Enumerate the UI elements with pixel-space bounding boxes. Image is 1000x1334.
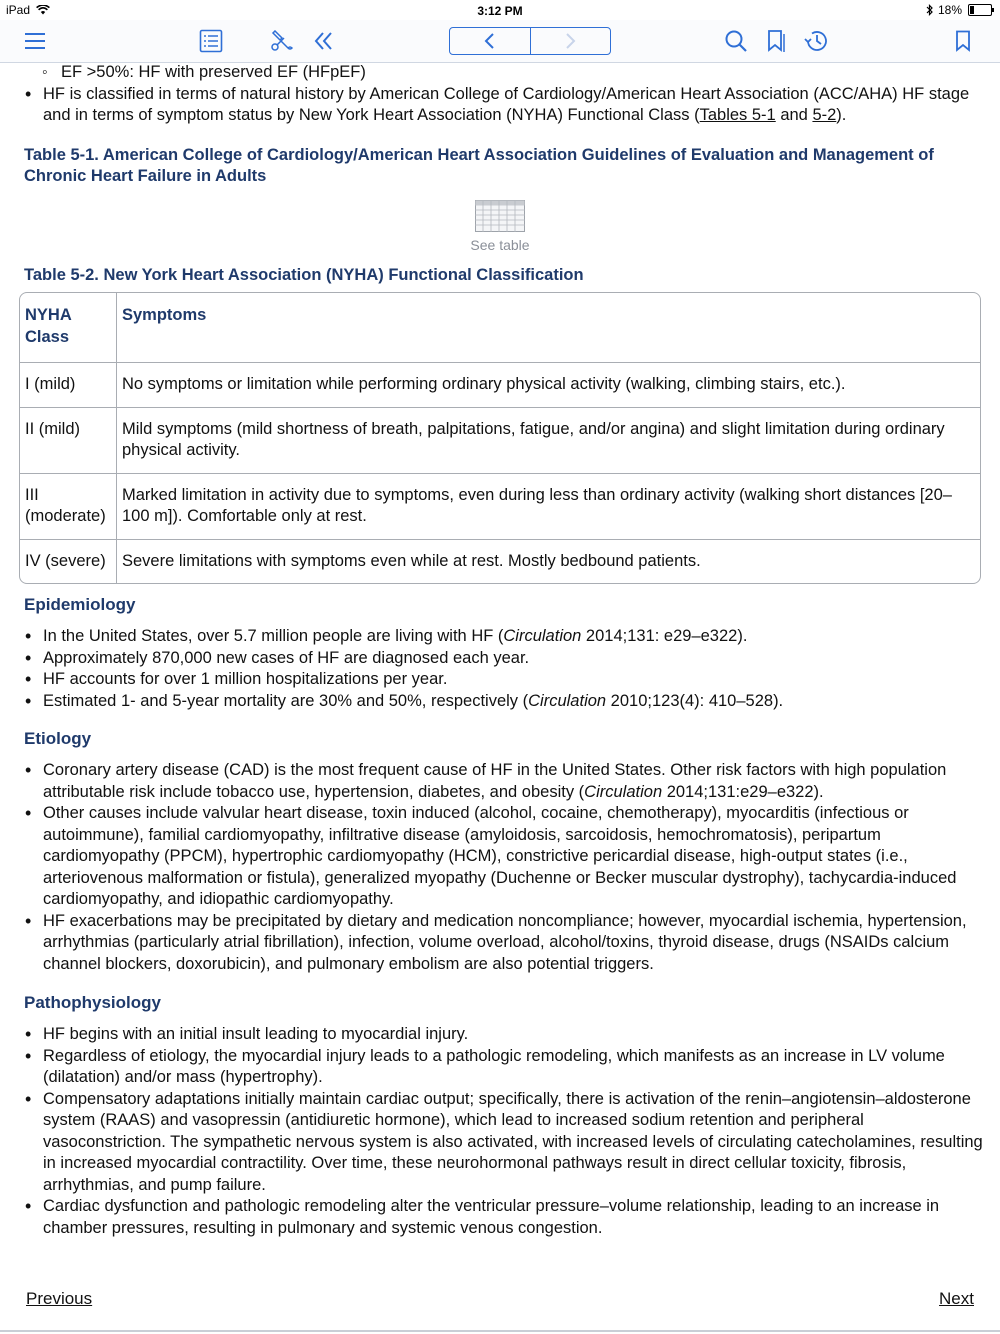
list-item: • Approximately 870,000 new cases of HF are diagnosed each year. [0, 648, 1000, 670]
forward-icon [564, 33, 576, 49]
see-table-label: See table [470, 236, 530, 253]
table-5-1-link[interactable]: Tables 5-1 [699, 106, 776, 124]
table-cell: III (moderate) [20, 474, 117, 540]
table-cell: IV (severe) [20, 540, 117, 584]
list-item: • Cardiac dysfunction and pathologic remodeling alter the ventricular pressure–volume relationship, leading to an increase in chamber pressures, resulting in pulmonary and systemic venous congestion. [0, 1196, 1000, 1239]
back-button[interactable] [450, 28, 530, 54]
back-icon [484, 33, 496, 49]
column-header-symptoms: Symptoms [117, 293, 980, 363]
device-name: iPad [6, 3, 31, 17]
table-cell: No symptoms or limitation while performing ordinary physical activity (walking, climbing stairs, etc.). [117, 363, 980, 408]
table-cell: I (mild) [20, 363, 117, 408]
epidemiology-list [0, 626, 1000, 712]
list-item: • Regardless of etiology, the myocardial injury leads to a pathologic remodeling, which manifests as an increase in LV volume (dilatation) and/or mass (hypertrophy). [0, 1046, 1000, 1089]
text: In the United States, over 5.7 million people are living with HF ( [43, 627, 504, 645]
table-cell: Marked limitation in activity due to symptoms, even during less than ordinary activity (walking short distances [20–100 m]). Comfortable only at rest. [117, 474, 980, 540]
table-row [20, 408, 980, 474]
list-item [0, 84, 1000, 127]
toolbar [0, 20, 1000, 63]
content [0, 62, 1000, 1239]
journal-name: Circulation [584, 782, 663, 801]
intro-bullet-list [0, 84, 1000, 127]
table-5-2-link[interactable]: 5-2 [812, 106, 837, 124]
text: HF is classified in terms of natural history by American College of Cardiology/American Heart Association (ACC/AHA) HF stage and in terms of symptom status by New York Heart Association (NYHA) Functional Class ( [43, 84, 970, 124]
table-cell: Severe limitations with symptoms even while at rest. Mostly bedbound patients. [122, 551, 701, 570]
clock: 3:12 PM [477, 4, 523, 18]
battery-percent: 18% [937, 3, 962, 17]
epidemiology-heading: Epidemiology [24, 595, 136, 614]
table-row [20, 474, 980, 540]
list-item [0, 626, 1000, 648]
text: 2014;131: e29–e322). [581, 627, 748, 645]
text: Coronary artery disease (CAD) is the most frequent cause of HF in the United States. Other risk factors with high population attributable risk include tobacco use, hypertension, diabetes, and obesity ( [43, 761, 947, 801]
text: Estimated 1- and 5-year mortality are 30% and 50%, respectively ( [43, 691, 529, 710]
text: 2014;131:e29–e322). [662, 782, 824, 801]
table-icon [475, 200, 525, 232]
bluetooth-icon [926, 4, 934, 16]
bottom-divider [0, 1330, 1000, 1332]
sub-bullet-list [0, 62, 1000, 84]
table-header-row [20, 293, 980, 363]
journal-name: Circulation [503, 627, 582, 645]
list-item [0, 760, 1000, 803]
list-item: • HF begins with an initial insult leading to myocardial injury. [0, 1024, 1000, 1046]
list-item [0, 691, 1000, 713]
status-right [926, 3, 992, 17]
list-item: • Compensatory adaptations initially maintain cardiac output; specifically, there is activation of the renin–angiotensin–aldosterone system (RAAS) and vasopressin (antidiuretic hormone), which lead to increased sodium retention and peripheral vasoconstriction. The sympathetic nervous system is also activated, with increased levels of circulating catecholamines, resulting in increased myocardial contractility. Over time, these neurohormonal pathways result in direct cellular toxicity, fibrosis, arrhythmias, and pump failure. [0, 1089, 1000, 1197]
next-link[interactable]: Next [939, 1289, 974, 1308]
list-item: • Other causes include valvular heart disease, toxin induced (alcohol, cocaine, chemotherapy), myocarditis (infectious or autoimmune), familial cardiomyopathy, infiltrative disease (amyloidosis, sarcoidosis, hemochromatosis), peripartum cardiomyopathy (PPCM), hypertrophic cardiomyopathy (HCM), constrictive pericardial disease, high-output states (i.e., arteriovenous malformation or fistula), generalized myopathy (Duchenne or Becker muscular dystrophy), tachycardia-induced cardiomyopathy, and idiopathic cardiomyopathy. [0, 803, 1000, 911]
list-item: • HF accounts for over 1 million hospitalizations per year. [0, 669, 1000, 691]
pathophysiology-heading: Pathophysiology [24, 993, 161, 1012]
table-cell: II (mild) [20, 408, 117, 474]
tools-icon[interactable] [270, 30, 294, 52]
bookmarks-icon[interactable] [766, 29, 788, 53]
see-table-button[interactable] [0, 200, 1000, 253]
history-nav [449, 27, 611, 55]
history-icon[interactable] [803, 28, 831, 54]
table-row [20, 540, 980, 584]
battery-fill [970, 6, 974, 14]
pathophysiology-list [0, 1024, 1000, 1239]
text: ). [836, 106, 847, 124]
list-item: • HF exacerbations may be precipitated by dietary and medication noncompliance; however, myocardial ischemia, hypertension, arrhythmias (particularly atrial fibrillation), infection, volume overload, alcohol/toxins, thyroid disease, drugs (NSAIDs calcium channel blockers, doxorubicin), and pulmonary embolism are also potential triggers. [0, 911, 1000, 976]
table-row [20, 363, 980, 408]
table-5-1-title: Table 5-1. American College of Cardiology/American Heart Association Guidelines of Evaluation and Management of Chronic Heart Failure in Adults [24, 145, 934, 185]
toc-icon[interactable] [199, 29, 223, 53]
search-icon[interactable] [724, 29, 748, 53]
list-item: ◦ EF >50%: HF with preserved EF (HFpEF) [0, 62, 1000, 84]
text: 2010;123(4): 410–528). [606, 691, 784, 710]
menu-icon[interactable] [24, 32, 46, 50]
text: and [775, 106, 813, 124]
etiology-heading: Etiology [24, 729, 92, 748]
battery-icon [968, 4, 992, 16]
bookmark-icon[interactable] [955, 30, 971, 52]
journal-name: Circulation [528, 691, 607, 710]
status-bar [0, 0, 1000, 20]
table-cell: Mild symptoms (mild shortness of breath, palpitations, fatigue, and/or angina) and slight limitation during ordinary physical activity. [117, 408, 980, 474]
table-5-2-title: Table 5-2. New York Heart Association (NYHA) Functional Classification [24, 265, 584, 284]
previous-link[interactable]: Previous [26, 1289, 93, 1308]
double-chevron-left-icon[interactable] [313, 31, 333, 51]
column-header-class: NYHA Class [20, 293, 117, 363]
nyha-table [19, 292, 981, 584]
forward-button[interactable] [530, 28, 611, 54]
etiology-list [0, 760, 1000, 975]
